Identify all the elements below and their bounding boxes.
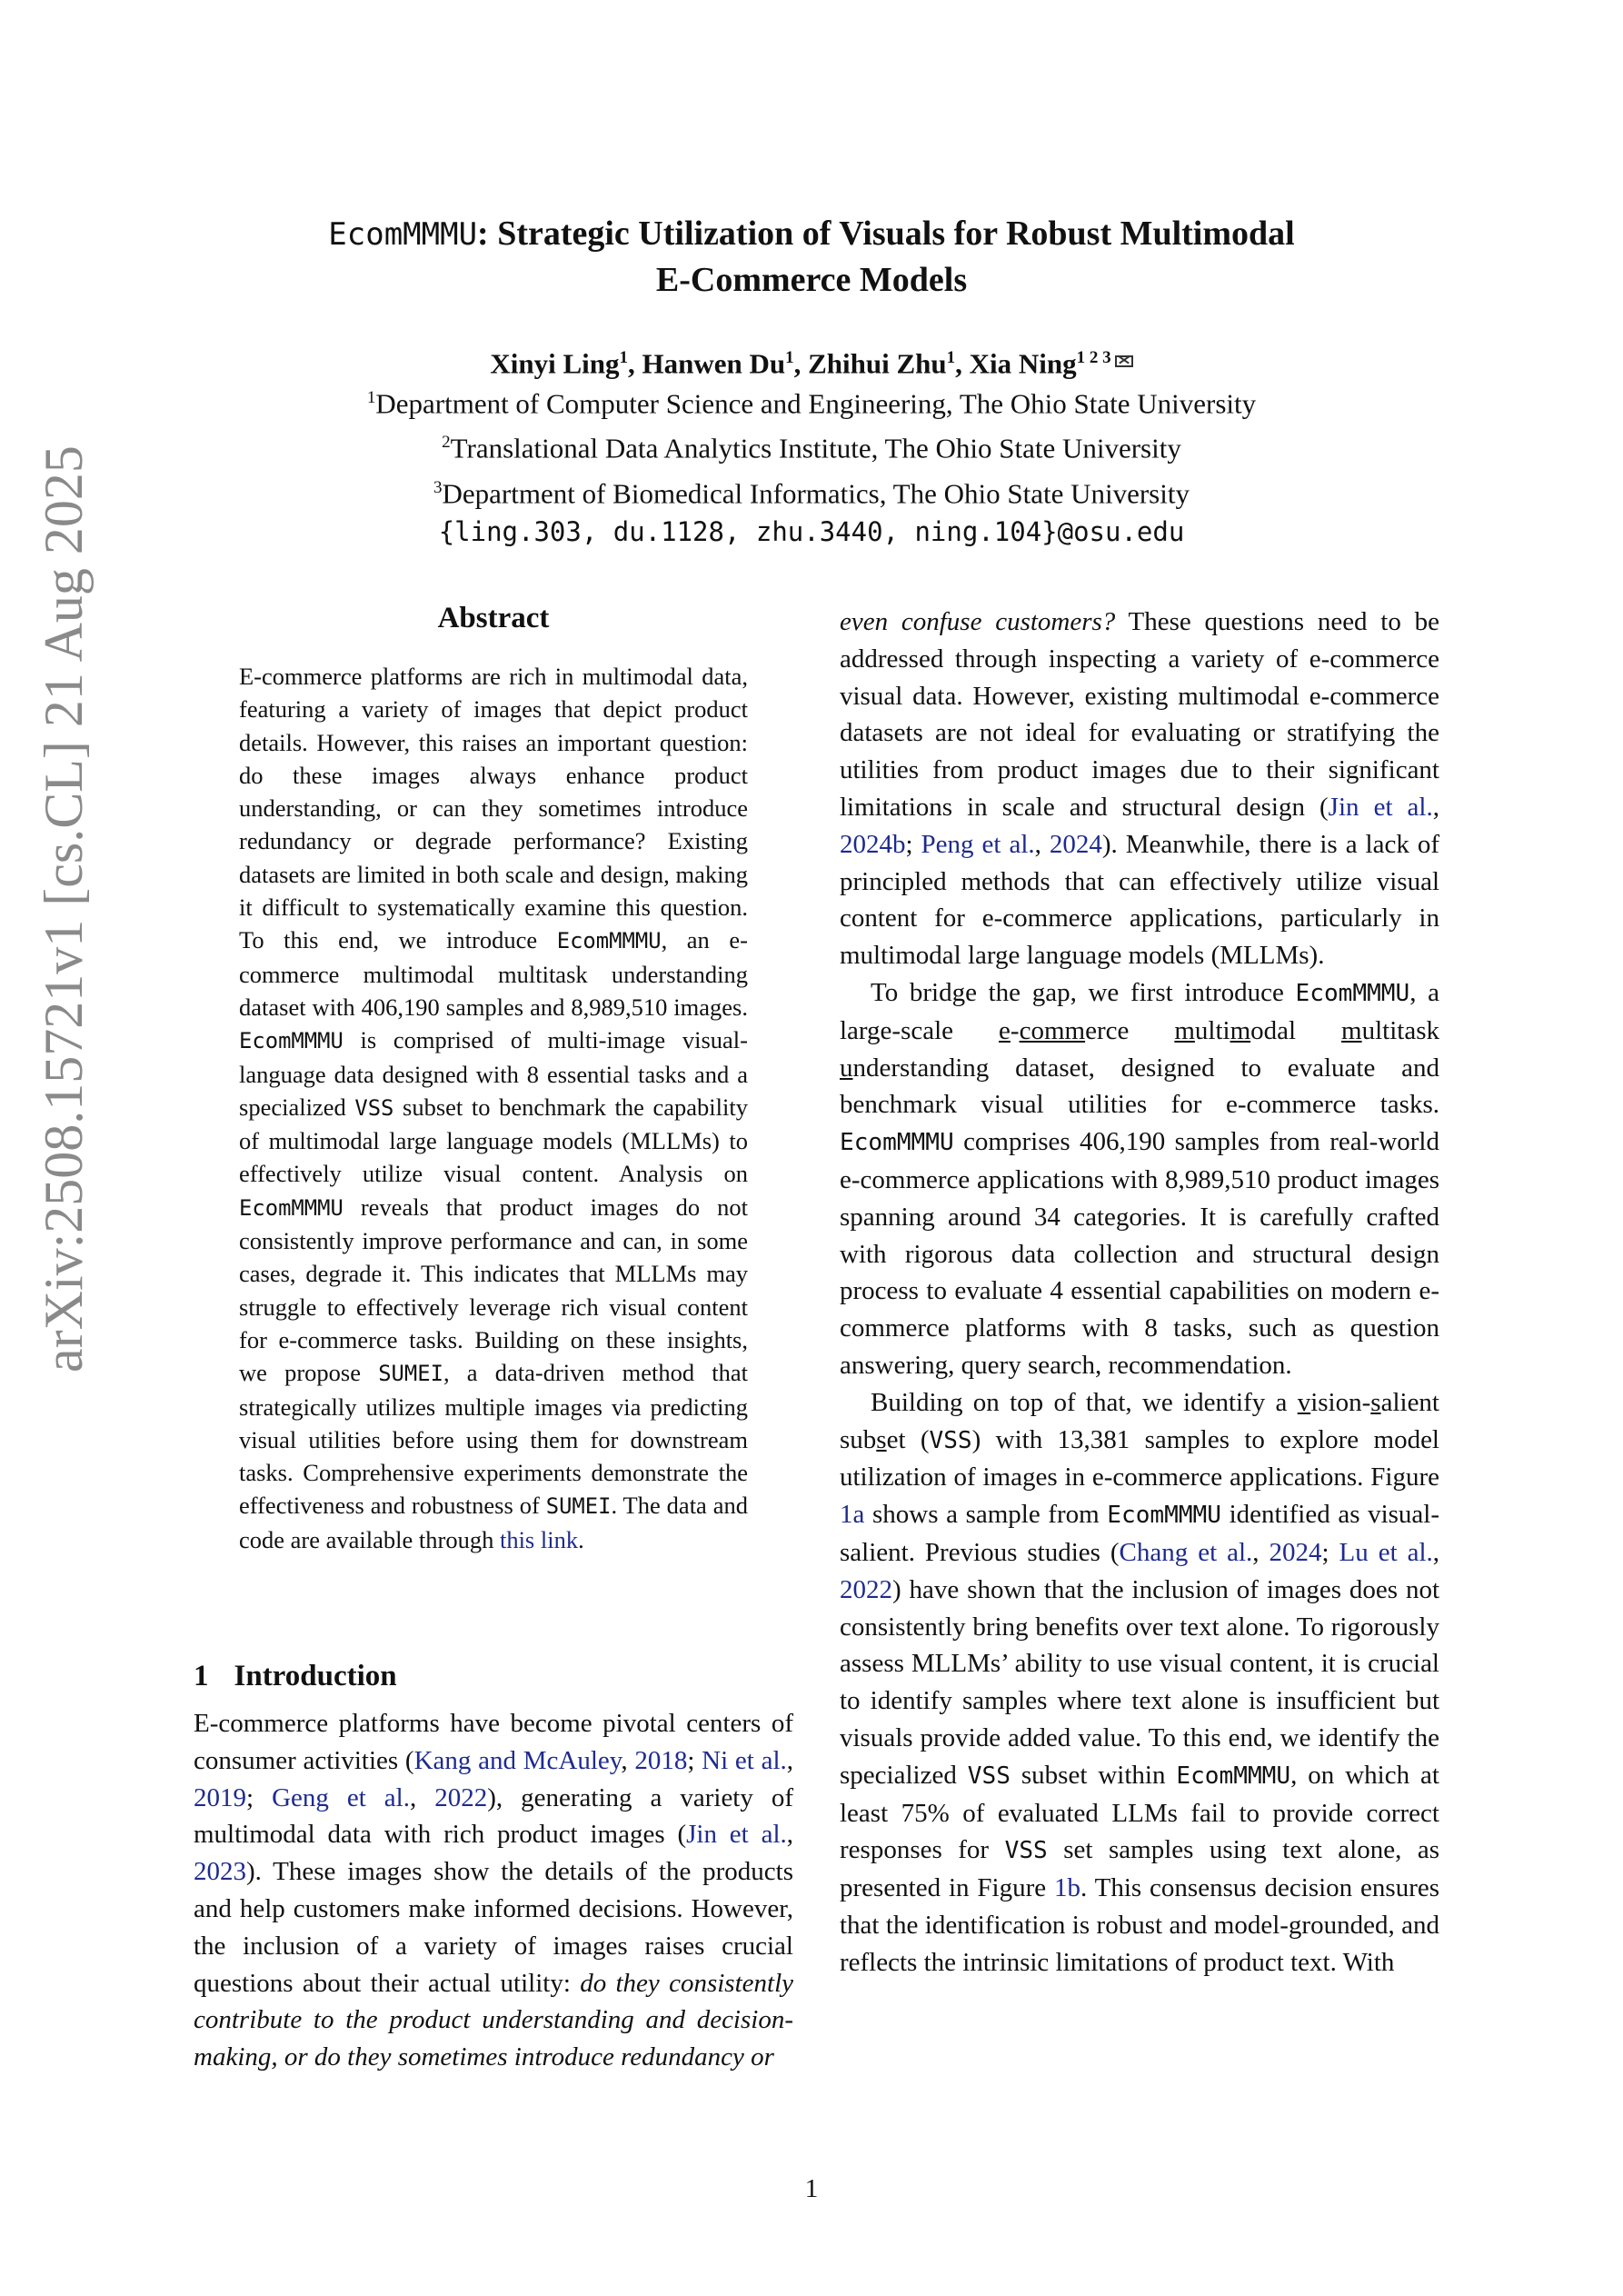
citation-link[interactable]: Ni et al. (702, 1745, 787, 1775)
citation-link[interactable]: 2022 (434, 1782, 488, 1812)
arxiv-stamp: arXiv:2508.15721v1 [cs.CL] 21 Aug 2025 (34, 445, 94, 1373)
citation-link[interactable]: 2019 (194, 1782, 246, 1812)
author-affil-sup: 1 (946, 348, 956, 367)
citation-link[interactable]: 2018 (634, 1745, 688, 1775)
affiliation-line (218, 423, 1405, 467)
section-heading-introduction (194, 1660, 397, 1693)
citation-link[interactable]: Chang et al. (1119, 1537, 1253, 1567)
abstract-body (239, 660, 748, 1556)
author-name: Xinyi Ling (490, 347, 620, 380)
intro-paragraph: Building on top of that, we identify a vision-salient subset (VSS) with 13,381 samples to explore model utilization of images in e-commerce applications. Figure 1a shows a sample from EcomMMMU identified as visual-salient. Previous studies (Chang et al., 2024; Lu et al., 2022) have shown that the inclusion of images does not consistently bring benefits over text alone. To rigorously assess MLLMs’ ability to use visual content, it is crucial to identify samples where text alone is insufficient but visuals provide added value. To this end, we identify the specialized VSS subset within EcomMMMU, on which at least 75% of evaluated LLMs fail to provide correct responses for VSS set samples using text alone, as presented in Figure 1b. This consensus decision ensures that the identification is robust and model-grounded, and reflects the intrinsic limitations of product text. With (840, 1387, 1440, 1977)
author-list: Xinyi Ling$^1$, Hanwen Du$^1$, Zhihui Zhu$^1$, Xia Ning$^{1 2 3}$ (218, 338, 1405, 384)
author-affil-sup: 1 2 3 (1076, 348, 1111, 367)
data-link[interactable]: this link (499, 1525, 579, 1553)
intro-paragraph: To bridge the gap, we first introduce EcomMMMU, a large-scale e-commerce multimodal multitask understanding dataset, designed to evaluate and benchmark visual utilities for e-commerce tasks. EcomMMMU comprises 406,190 samples from real-world e-commerce applications with 8,989,510 product images spanning around 34 categories. It is carefully crafted with rigorous data collection and structural design process to evaluate 4 essential capabilities on modern e-commerce platforms with 8 tasks, such as question answering, query search, recommendation. (840, 977, 1440, 1380)
paper-title (218, 211, 1405, 303)
author-affil-sup: 1 (785, 348, 794, 367)
citation-link[interactable]: 2023 (194, 1857, 246, 1887)
intro-column-left (194, 1705, 793, 2076)
citation-link[interactable]: 2024 (1049, 829, 1102, 859)
abstract-paragraph: E-commerce platforms are rich in multimodal data, featuring a variety of images that depict product details. However, this raises an important question: do these images always enhance product understanding, or can they sometimes introduce redundancy or degrade performance? Existing datasets are limited in both scale and design, making it difficult to systematically examine this question. To this end, we introduce EcomMMMU, an e-commerce multimodal multitask understanding dataset with 406,190 samples and 8,989,510 images. EcomMMMU is comprised of multi-image visual-language data designed with 8 essential tasks and a specialized VSS subset to benchmark the capability of multimodal large language models (MLLMs) to effectively utilize visual content. Analysis on EcomMMMU reveals that product images do not consistently improve performance and can, in some cases, degrade it. This indicates that MLLMs may struggle to effectively leverage rich visual content for e-commerce tasks. Building on these insights, we propose SUMEI, a data-driven method that strategically utilizes multiple images via predicting visual utilities before using them for downstream tasks. Comprehensive experiments demonstrate the effectiveness and robustness of SUMEI. The data and code are available through this link. (239, 663, 748, 1553)
abstract-heading: Abstract (437, 602, 550, 634)
email-line: {ling.303, du.1128, zhu.3440, ning.104}@osu.edu (438, 515, 1185, 547)
citation-link[interactable]: Lu et al. (1339, 1537, 1433, 1567)
affiliation-text: Translational Data Analytics Institute, The Ohio State University (450, 432, 1181, 464)
author-name: Zhihui Zhu (808, 347, 947, 380)
affiliations (218, 378, 1405, 552)
intro-column-right (840, 604, 1439, 1981)
author-name: Xia Ning (969, 347, 1077, 380)
author-affil-sup: 1 (619, 348, 628, 367)
affiliation-sup: 1 (366, 388, 376, 407)
citation-link[interactable]: 2024 (1269, 1537, 1322, 1567)
title-dataset-name: EcomMMMU (328, 216, 478, 253)
envelope-icon (1115, 355, 1133, 367)
section-number: 1 (194, 1660, 209, 1692)
affiliation-sup: 3 (433, 477, 443, 497)
section-title: Introduction (234, 1660, 397, 1692)
page-number: 1 (804, 2174, 819, 2203)
figure-link[interactable]: 1a (840, 1500, 865, 1530)
citation-link[interactable]: 2024b (840, 829, 906, 859)
title-line-1: : Strategic Utilization of Visuals for Robust Multimodal (477, 215, 1295, 253)
citation-link[interactable]: Jin et al. (686, 1820, 787, 1850)
affiliation-text: Department of Biomedical Informatics, The Ohio State University (442, 476, 1190, 509)
author-name: Hanwen Du (642, 347, 786, 380)
citation-link[interactable]: Kang and McAuley (413, 1745, 622, 1775)
citation-link[interactable]: Peng et al. (921, 829, 1035, 859)
citation-link[interactable]: Jin et al. (1328, 792, 1433, 822)
affiliation-text: Department of Computer Science and Engineering, The Ohio State University (375, 387, 1257, 420)
affiliation-sup: 2 (442, 433, 451, 453)
title-line-2: E-Commerce Models (655, 261, 968, 299)
intro-paragraph: even confuse customers? These questions need to be addressed through inspecting a variety of e-commerce visual data. However, existing multimodal e-commerce datasets are not ideal for evaluating or stratifying the utilities from product images due to their significant limitations in scale and structural design (Jin et al., 2024b; Peng et al., 2024). Meanwhile, there is a lack of principled methods that can effectively utilize visual content for e-commerce applications, particularly in multimodal large language models (MLLMs). (840, 607, 1440, 971)
affiliation-line (218, 468, 1405, 513)
citation-link[interactable]: 2022 (840, 1574, 892, 1604)
figure-link[interactable]: 1b (1054, 1873, 1081, 1903)
citation-link[interactable]: Geng et al. (272, 1782, 410, 1812)
affiliation-line (218, 378, 1405, 423)
intro-paragraph: E-commerce platforms have become pivotal centers of consumer activities (Kang and McAuley, 2018; Ni et al., 2019; Geng et al., 2022), generating a variety of multimodal data with rich product images (Jin et al., 2023). These images show the details of the products and help customers make informed decisions. However, the inclusion of a variety of images raises crucial questions about their actual utility: do they consistently contribute to the product understanding and decision-making, or do they sometimes introduce redundancy or (194, 1709, 794, 2072)
